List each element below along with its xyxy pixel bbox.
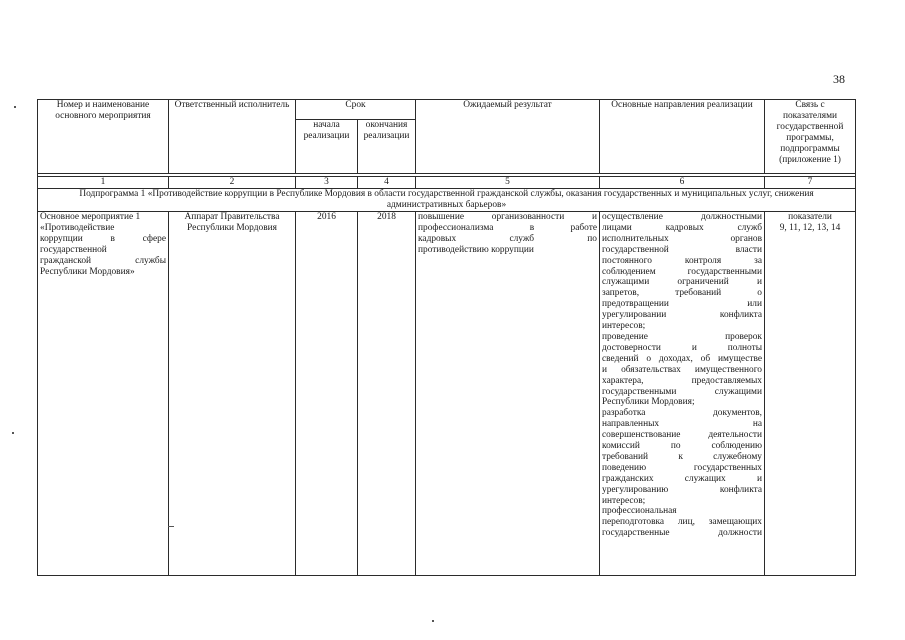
header-directions-text: Основные направления реализации — [611, 100, 753, 110]
directions-line: осуществление должностными — [602, 212, 762, 222]
header-result-text: Ожидаемый результат — [463, 100, 552, 110]
measures-table — [37, 99, 856, 576]
indicators-line: показатели — [788, 212, 832, 222]
header-indicators — [765, 100, 856, 174]
header-measure — [38, 100, 169, 174]
directions-line: разработка документов, — [602, 408, 762, 419]
header-indicators-line: подпрограммы — [780, 143, 840, 154]
header-executor — [169, 100, 296, 174]
start-year: 2016 — [317, 212, 336, 222]
directions-line: соблюдением государственными — [602, 266, 762, 277]
directions-line: характера, предоставляемых — [602, 375, 762, 386]
column-number: 7 — [765, 177, 856, 189]
directions-line: государственные должности — [602, 528, 762, 539]
directions-line: требований к служебному — [602, 451, 762, 462]
result-line: повышение организованности и — [418, 212, 597, 222]
directions-line: комиссий по соблюдению — [602, 441, 762, 452]
directions-line: государственными служащими — [602, 386, 762, 397]
header-end-text: окончания реализации — [363, 120, 410, 141]
page-number: 38 — [833, 72, 845, 86]
measure-line: коррупции в сфере — [40, 233, 166, 244]
header-indicators-line: показателями — [782, 110, 838, 121]
directions-line: достоверности и полноты — [602, 342, 762, 353]
executor-line: Аппарат Правительства — [184, 212, 280, 222]
column-number: 4 — [358, 177, 416, 189]
header-indicators-line: государственной — [776, 121, 844, 132]
header-start — [296, 120, 358, 174]
indicators-cell — [765, 212, 856, 576]
directions-line: и обязательствах имущественного — [602, 364, 762, 375]
directions-line: гражданских служащих и — [602, 473, 762, 484]
directions-line: интересов; — [602, 321, 646, 332]
column-number: 5 — [416, 177, 600, 189]
measure-cell — [38, 212, 169, 576]
executor-line: Республики Мордовия — [187, 222, 277, 233]
directions-line: проведение проверок — [602, 331, 762, 342]
start-year-cell — [296, 212, 358, 576]
directions-line: профессиональная — [602, 506, 677, 517]
measure-line: государственной — [40, 244, 107, 255]
header-indicators-line: программы, — [786, 132, 834, 143]
scan-speck — [12, 432, 14, 434]
directions-line: предотвращении или — [602, 299, 762, 310]
measure-line: Республики Мордовия» — [40, 266, 135, 277]
header-term — [296, 100, 416, 120]
directions-line: лицами кадровых служб — [602, 222, 762, 233]
scan-speck — [168, 526, 174, 527]
result-line: профессионализма в работе — [418, 222, 597, 233]
end-year: 2018 — [377, 212, 396, 222]
column-number: 1 — [38, 177, 169, 189]
directions-line: сведений о доходах, об имуществе — [602, 353, 762, 364]
result-line: кадровых служб по — [418, 233, 597, 244]
column-number: 6 — [600, 177, 765, 189]
header-directions — [600, 100, 765, 174]
header-indicators-line: (приложение 1) — [779, 154, 841, 165]
header-measure-text: Номер и наименование основного мероприятия — [55, 100, 151, 121]
indicators-line: 9, 11, 12, 13, 14 — [779, 222, 841, 233]
directions-line: направленных на — [602, 419, 762, 430]
column-number: 3 — [296, 177, 358, 189]
directions-line: переподготовка лиц, замещающих — [602, 517, 762, 528]
directions-line: государственной власти — [602, 244, 762, 255]
directions-line: поведению государственных — [602, 462, 762, 473]
measure-line: Основное мероприятие 1 — [40, 212, 141, 222]
end-year-cell — [358, 212, 416, 576]
scan-speck — [14, 106, 16, 108]
directions-line: урегулированию конфликта — [602, 484, 762, 495]
directions-line: служащими ограничений и — [602, 277, 762, 288]
directions-line: Республики Мордовия; — [602, 397, 695, 408]
header-end — [358, 120, 416, 174]
header-start-text: начала реализации — [303, 120, 350, 141]
directions-line: урегулировании конфликта — [602, 310, 762, 321]
header-term-text: Срок — [345, 100, 366, 110]
directions-line: совершенствование деятельности — [602, 430, 762, 441]
result-cell — [416, 212, 600, 576]
directions-line: запретов, требований о — [602, 288, 762, 299]
result-line: противодействию коррупции — [418, 244, 534, 255]
subprogram-title — [38, 189, 856, 212]
column-number: 2 — [169, 177, 296, 189]
header-indicators-line: Связь с — [795, 100, 825, 110]
measure-line: «Противодействие — [40, 222, 115, 233]
executor-cell — [169, 212, 296, 576]
directions-line: постоянного контроля за — [602, 255, 762, 266]
directions-cell — [600, 212, 765, 576]
scan-speck — [432, 620, 434, 622]
measure-line: гражданской службы — [40, 255, 166, 266]
header-executor-text: Ответственный исполнитель — [174, 100, 290, 110]
subprogram-title-text: Подпрограмма 1 «Противодействие коррупции в Республике Мордовия в области государственной гражданской службы, оказания государственных и муниципальных услуг, снижения административных барьеров» — [79, 189, 814, 210]
directions-line: интересов; — [602, 495, 646, 506]
directions-line: исполнительных органов — [602, 233, 762, 244]
header-result — [416, 100, 600, 174]
